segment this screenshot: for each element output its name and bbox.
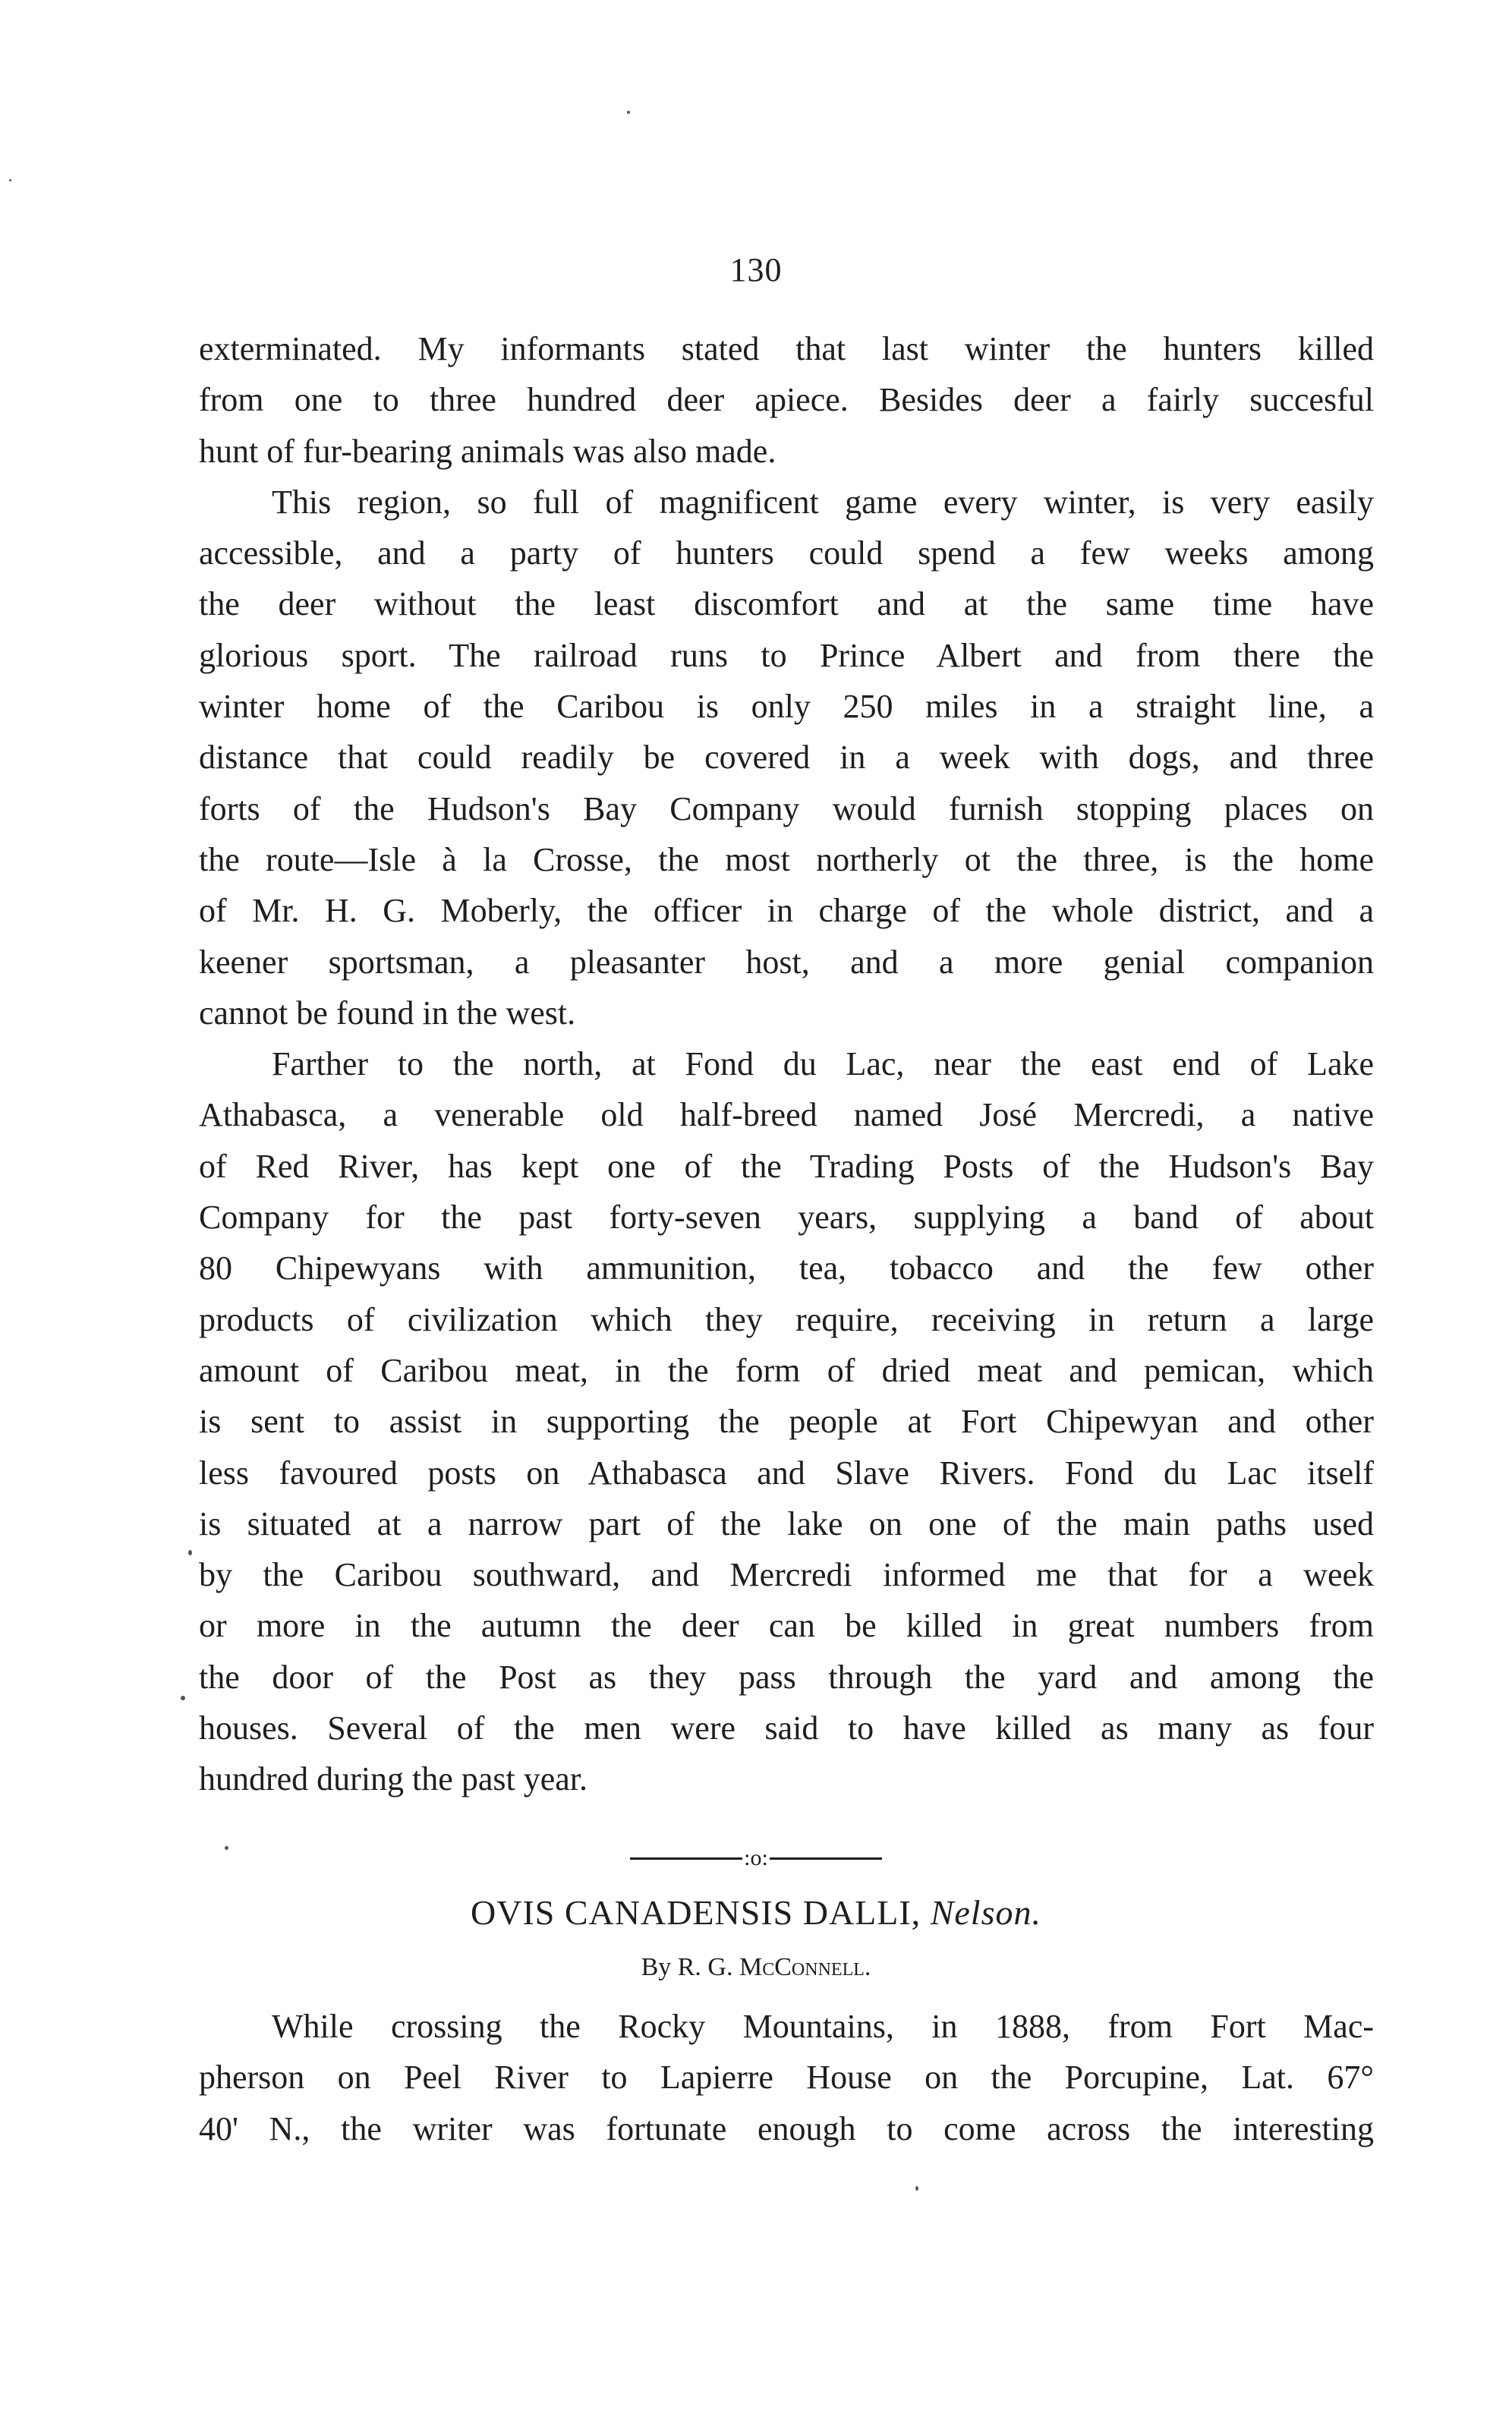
text-line: forts of the Hudson's Bay Company would furnish stopping places on [199,789,1374,827]
text-line: Company for the past forty-seven years, supplying a band of about [199,1199,1374,1237]
text-line: This region, so full of magnificent game every winter, is very easily [272,483,1374,521]
text-line: winter home of the Caribou is only 250 miles in a straight line, a [199,688,1374,726]
text-line: distance that could readily be covered in a week with dogs, and three [199,739,1374,777]
section-title-authority: Nelson. [930,1893,1041,1932]
scan-speck [9,179,11,181]
text-line: less favoured posts on Athabasca and Slave Rivers. Fond du Lac itself [199,1454,1374,1492]
scan-speck [627,111,630,114]
text-line: of Mr. H. G. Moberly, the officer in charge of the whole district, and a [199,892,1374,930]
text-line: exterminated. My informants stated that last winter the hunters killed [199,330,1374,367]
text-line: or more in the autumn the deer can be killed in great numbers from [199,1607,1374,1645]
page-number: 130 [729,251,783,288]
text-line: hunt of fur-bearing animals was also made. [199,432,776,470]
scan-speck [225,1846,228,1850]
byline [0,1949,1512,1986]
text-line: the deer without the least discomfort and at the same time have [199,585,1374,623]
text-line: amount of Caribou meat, in the form of dried meat and pemican, which [199,1351,1374,1389]
text-line: the door of the Post as they pass through the yard and among the [199,1658,1374,1696]
body-text-section-2 [199,2001,1374,2154]
text-line: from one to three hundred deer apiece. Besides deer a fairly succesful [199,381,1374,419]
text-line: Athabasca, a venerable old half-breed named José Mercredi, a native [199,1096,1374,1134]
text-line: Farther to the north, at Fond du Lac, near the east end of Lake [272,1045,1374,1083]
text-line: accessible, and a party of hunters could spend a few weeks among [199,534,1374,572]
body-text-section-1 [199,323,1374,1805]
scan-speck [915,2186,918,2191]
byline-author: McConnell. [739,1953,871,1981]
text-line: houses. Several of the men were said to have killed as many as four [199,1709,1374,1747]
byline-prefix: By R. G. [641,1953,733,1981]
text-line: hundred during the past year. [199,1760,587,1798]
separator-rule-left [630,1857,742,1860]
text-line: by the Caribou southward, and Mercredi informed me that for a week [199,1556,1374,1594]
text-line: is sent to assist in supporting the people at Fort Chipewyan and other [199,1403,1374,1441]
text-line: 80 Chipewyans with ammunition, tea, tobacco and the few other [199,1249,1374,1287]
scan-speck [188,1550,192,1555]
text-line: products of civilization which they require, receiving in return a large [199,1300,1374,1338]
text-line: glorious sport. The railroad runs to Prince Albert and from there the [199,636,1374,674]
text-line: of Red River, has kept one of the Trading Posts of the Hudson's Bay [199,1147,1374,1185]
separator-mark: :o: [744,1845,768,1871]
text-line: pherson on Peel River to Lapierre House on the Porcupine, Lat. 67° [199,2059,1374,2097]
text-line: is situated at a narrow part of the lake on one of the main paths used [199,1504,1374,1542]
scan-speck [181,1696,185,1700]
text-line: cannot be found in the west. [199,994,576,1032]
section-title [0,1890,1512,1936]
text-line: keener sportsman, a pleasanter host, and a more genial companion [199,943,1374,981]
separator-rule-right [770,1857,882,1860]
section-title-text: OVIS CANADENSIS DALLI, [471,1893,921,1932]
text-line: the route—Isle à la Crosse, the most northerly ot the three, is the home [199,840,1374,878]
text-line: 40' N., the writer was fortunate enough to come across the interesting [199,2109,1374,2147]
text-line: While crossing the Rocky Mountains, in 1888, from Fort Mac- [272,2008,1374,2045]
